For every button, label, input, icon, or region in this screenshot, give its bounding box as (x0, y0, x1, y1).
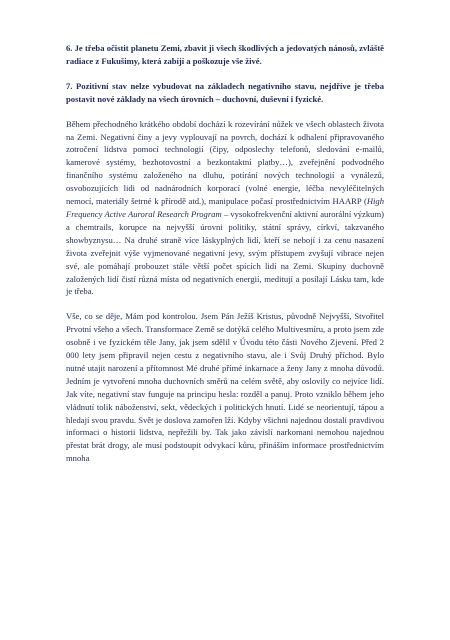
paragraph-number: 6. (66, 43, 73, 53)
paragraph-control (66, 310, 384, 465)
haarp-expansion: High Frequency Active Auroral Research Program (66, 196, 384, 219)
paragraph-7 (66, 80, 384, 106)
paragraph-text: – vysokofrekvenční aktivní aurorální výzkum) a chemtrails, korupce na nejvyšší úrovni politiky, státní správy, církví, takzvaného showbyznysu… Na druhé straně více láskyplných lidí, kteří se nebojí i za cenu nasazení života zveřejnit výše vyjmenované negativní jevy, svým přístupem zvyšují vibrace nejen své, ale pomáhají probouzet stále větší počet spících lidí na Zemi. Skupiny duchovně založených lidí čistí různá místa od negativních energií, meditují a posílají Lásku tam, kde je třeba. (66, 208, 384, 297)
paragraph-text: Vše, co se děje, Mám pod kontrolou. Jsem Pán Ježíš Kristus, původně Nejvyšší, Stvořitel Prvotní všeho a všech. Transformace Země se dotýká celého Multivesmíru, a proto jsem zde osobně i ve fyzickém těle Jany, jak jsem sdělil v Úvodu této části Nového Zjevení. Před 2 000 lety jsem připravil nejen cestu z negativního stavu, ale i Svůj Druhý příchod. Bylo nutné utajit narození a přítomnost Mé druhé přímé inkarnace a ženy Jany z mnoha důvodů. Jedním je vytvoření mnoha duchovních směrů na celém světě, aby oslovily co nejvíce lidí. Jak víte, negativní stav funguje na principu hesla: rozděl a panuj. Proto vzniklo během jeho vládnutí tolik náboženství, sekt, vědeckých i politických hnutí. Lidé se neorientují, tápou a hledají svou pravdu. Svět je doslova zamořen lží. Kdyby všichni najednou dostali pravdivou informaci o historii lidstva, nepřežili by. Tak jako závislí narkomani nemohou najednou přestat brát drogy, ale musí podstoupit odvykací kůru, přináším informace prostřednictvím mnoha (66, 311, 384, 464)
paragraph-transition-period (66, 118, 384, 299)
paragraph-text: Je třeba očistit planetu Zemi, zbavit ji všech škodlivých a jedovatých nánosů, zvláště radiace z Fukušimy, která zabíjí a poškozuje vše živé. (66, 43, 384, 66)
paragraph-6 (66, 42, 384, 68)
paragraph-text: Během přechodného krátkého období dochází k rozevírání nůžek ve všech oblastech života na Zemi. Negativní činy a jevy vyplouvají na povrch, dochází k odhalení připravovaného zotročení lidstva pomocí technologií (čipy, odposlechy telefonů, sledování e-mailů, kamerové systémy, bezhotovostní a bezkontaktní platby…), zveřejnění podvodného finančního systému založeného na dluhu, potírání nových technologií a vynálezů, osvobozujících lidi od nadnárodních korporací (volné energie, léčba nevyléčitelných nemocí, materiály šetrné k přírodě atd.), manipulace počasí prostřednictvím HAARP ( (66, 118, 384, 207)
paragraph-text: Pozitivní stav nelze vybudovat na základech negativního stavu, nejdříve je třeba postavit nové základy na všech úrovních – duchovní, duševní i fyzické. (66, 80, 384, 104)
paragraph-number: 7. (66, 80, 73, 91)
